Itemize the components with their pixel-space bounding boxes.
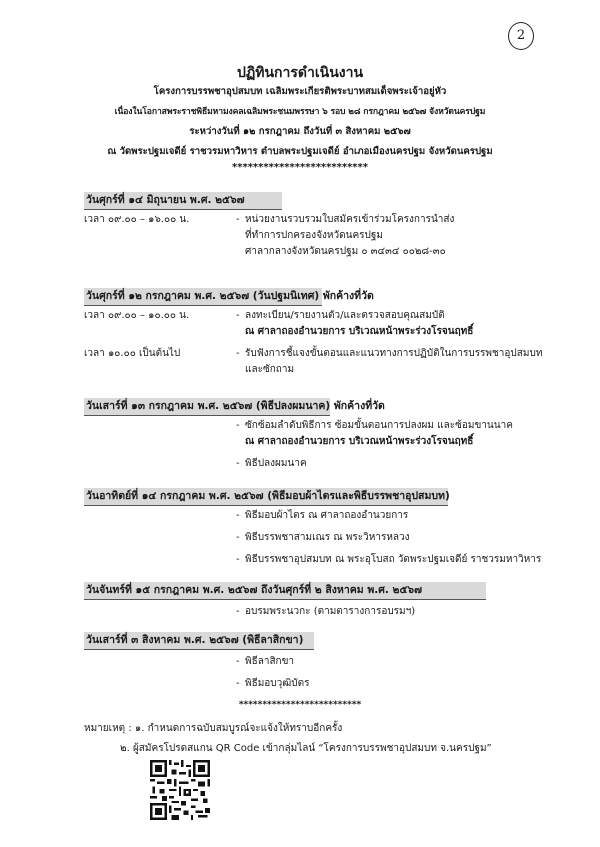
activity-line: - ลงทะเบียน/รายงานตัว/และตรวจสอบคุณสมบัติ	[236, 310, 445, 321]
activity-line: ศาลากลางจังหวัดนครปฐม ๐ ๓๔๓๔ ๐๐๒๘-๓๐	[245, 246, 446, 257]
note-line-1	[84, 720, 342, 738]
activity-line: ที่ทำการปกครองจังหวัดนครปฐม	[245, 230, 383, 241]
page-title: ปฏิทินการดำเนินงาน	[236, 65, 364, 81]
activity-block	[236, 212, 566, 260]
header-divider-stars: **************************	[232, 162, 368, 173]
day-header: วันเสาร์ที่ ๓ สิงหาคม พ.ศ. ๒๕๖๗ (พิธีลาสิกขา)	[84, 632, 314, 650]
activity-block	[236, 346, 566, 378]
day-header: วันศุกร์ที่ ๑๒ กรกฎาคม พ.ศ. ๒๕๖๗ (วันปฐมนิเทศ) พักค้างที่วัด	[84, 288, 322, 306]
activity-line: - รับฟังการชี้แจงขั้นตอนและแนวทางการปฏิบัติในการบรรพชาอุปสมบท	[236, 348, 543, 359]
time-label: เวลา ๐๙.๐๐ – ๑๐.๐๐ น.	[84, 310, 190, 321]
activity-line: - พิธีบรรพชาอุปสมบท ณ พระอุโบสถ วัดพระปฐมเจดีย์ ราชวรมหาวิหาร	[236, 554, 542, 565]
note-text-1: ๑. กำหนดการฉบับสมบูรณ์จะแจ้งให้ทราบอีกครั้ง	[134, 723, 343, 734]
activity-line: ณ ศาลาถองอำนวยการ บริเวณหน้าพระร่วงโรจนฤทธิ์	[245, 436, 474, 447]
activity-line: - พิธีบรรพชาสามเณร ณ พระวิหารหลวง	[236, 532, 410, 543]
activity-line: - พิธีมอบวุฒิบัตร	[236, 678, 310, 689]
project-name: โครงการบรรพชาอุปสมบท เฉลิมพระเกียรติพระบาทสมเด็จพระเจ้าอยู่หัว	[153, 86, 447, 97]
day-header: วันเสาร์ที่ ๑๓ กรกฎาคม พ.ศ. ๒๕๖๗ (พิธีปลงผมนาค) พักค้างที่วัด	[84, 398, 330, 416]
day-header: วันอาทิตย์ที่ ๑๔ กรกฎาคม พ.ศ. ๒๕๖๗ (พิธีมอบผ้าไตรและพิธีบรรพชาอุปสมบท)	[84, 488, 448, 506]
activity-line: - พิธีลาสิกขา	[236, 656, 295, 667]
activity-block	[236, 508, 566, 568]
activity-block	[236, 308, 566, 340]
note-label: หมายเหตุ :	[84, 723, 132, 734]
activity-block	[236, 654, 566, 692]
activity-line: - ซักซ้อมลำดับพิธีการ ซ้อมขั้นตอนการปลงผม และซ้อมขานนาค	[236, 420, 513, 431]
footer-divider-stars: **************************	[238, 700, 362, 710]
day-header: วันศุกร์ที่ ๑๔ มิถุนายน พ.ศ. ๒๕๖๗	[84, 192, 282, 210]
time-label: เวลา ๐๙.๐๐ – ๑๖.๐๐ น.	[84, 214, 190, 225]
page-number: 2	[508, 22, 534, 50]
activity-line: - อบรมพระนวกะ (ตามตารางการอบรมฯ)	[236, 606, 416, 617]
period-line: ระหว่างวันที่ ๑๒ กรกฎาคม ถึงวันที่ ๓ สิงหาคม ๒๕๖๗	[189, 126, 411, 137]
activity-block	[236, 604, 566, 620]
activity-line: - หน่วยงานรวบรวมใบสมัครเข้าร่วมโครงการนำส่ง	[236, 214, 455, 225]
note-text-2: ๒. ผู้สมัครโปรดสแกน QR Code เข้ากลุ่มไลน์ “โครงการบรรพชาอุปสมบท จ.นครปฐม”	[120, 743, 492, 754]
activity-block	[236, 418, 566, 472]
day-header: วันจันทร์ที่ ๑๕ กรกฎาคม พ.ศ. ๒๕๖๗ ถึงวันศุกร์ที่ ๒ สิงหาคม พ.ศ. ๒๕๖๗	[84, 582, 486, 600]
venue-line: ณ วัดพระปฐมเจดีย์ ราชวรมหาวิหาร ตำบลพระปฐมเจดีย์ อำเภอเมืองนครปฐม จังหวัดนครปฐม	[107, 146, 493, 157]
occasion-line: เนื่องในโอกาสพระราชพิธีมหามงคลเฉลิมพระชนมพรรษา ๖ รอบ ๒๘ กรกฎาคม ๒๕๖๗ จังหวัดนครปฐม	[114, 107, 486, 117]
qr-code-icon[interactable]	[150, 760, 210, 820]
activity-line: ณ ศาลาถองอำนวยการ บริเวณหน้าพระร่วงโรจนฤทธิ์	[245, 326, 474, 337]
activity-line: - พิธีมอบผ้าไตร ณ ศาลาถองอำนวยการ	[236, 510, 409, 521]
activity-line: และซักถาม	[245, 364, 295, 375]
time-label: เวลา ๑๐.๐๐ เป็นต้นไป	[84, 348, 181, 359]
activity-line: - พิธีปลงผมนาค	[236, 458, 307, 469]
